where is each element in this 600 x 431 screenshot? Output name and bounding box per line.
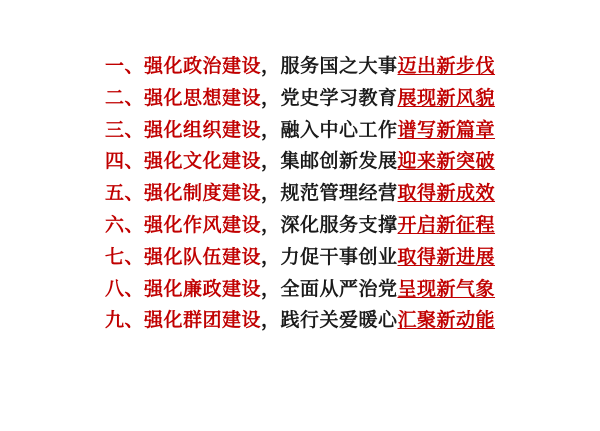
item-index: 一、 (104, 56, 144, 77)
item-middle-phrase: ，融入中心工作 (261, 119, 398, 141)
list-item (105, 183, 495, 206)
item-highlight-phrase: 迈出新步伐 (397, 56, 496, 77)
list-item (105, 120, 495, 143)
item-index: 五、 (104, 183, 144, 205)
item-middle-phrase: ，规范管理经营 (261, 183, 398, 205)
item-index: 七、 (104, 246, 144, 268)
item-middle-phrase: ，力促干事创业 (261, 246, 398, 268)
item-highlight-phrase: 展现新风貌 (397, 87, 496, 109)
item-index: 三、 (104, 119, 144, 141)
list-item (105, 215, 495, 238)
item-key-phrase: 强化制度建设 (143, 183, 261, 205)
list-item (105, 88, 495, 111)
item-key-phrase: 强化作风建设 (143, 214, 261, 236)
item-middle-phrase: ，深化服务支撑 (261, 214, 398, 236)
item-key-phrase: 强化政治建设 (143, 56, 261, 77)
item-index: 二、 (104, 87, 144, 109)
item-highlight-phrase: 谱写新篇章 (397, 119, 496, 141)
item-middle-phrase: ，党史学习教育 (261, 87, 398, 109)
item-highlight-phrase: 开启新征程 (397, 214, 496, 236)
item-highlight-phrase: 迎来新突破 (397, 151, 496, 173)
item-key-phrase: 强化队伍建设 (143, 246, 261, 268)
list-item (105, 56, 495, 79)
item-middle-phrase: ，践行关爱暖心 (261, 310, 398, 332)
item-key-phrase: 强化思想建设 (143, 87, 261, 109)
item-highlight-phrase: 汇聚新动能 (397, 310, 496, 332)
item-middle-phrase: ，集邮创新发展 (261, 151, 398, 173)
item-key-phrase: 强化文化建设 (143, 151, 261, 173)
item-middle-phrase: ，全面从严治党 (261, 278, 398, 300)
item-key-phrase: 强化群团建设 (143, 310, 261, 332)
item-index: 八、 (104, 278, 144, 300)
list-item (105, 279, 495, 302)
item-index: 九、 (104, 310, 144, 332)
list-item (105, 151, 495, 174)
item-middle-phrase: ，服务国之大事 (261, 56, 398, 77)
list-item (105, 310, 495, 333)
statement-list (40, 56, 560, 333)
item-highlight-phrase: 取得新成效 (397, 183, 496, 205)
item-key-phrase: 强化廉政建设 (143, 278, 261, 300)
item-key-phrase: 强化组织建设 (143, 119, 261, 141)
item-index: 四、 (104, 151, 144, 173)
list-item (105, 247, 495, 270)
item-highlight-phrase: 取得新进展 (397, 246, 496, 268)
item-highlight-phrase: 呈现新气象 (397, 278, 496, 300)
item-index: 六、 (104, 214, 144, 236)
